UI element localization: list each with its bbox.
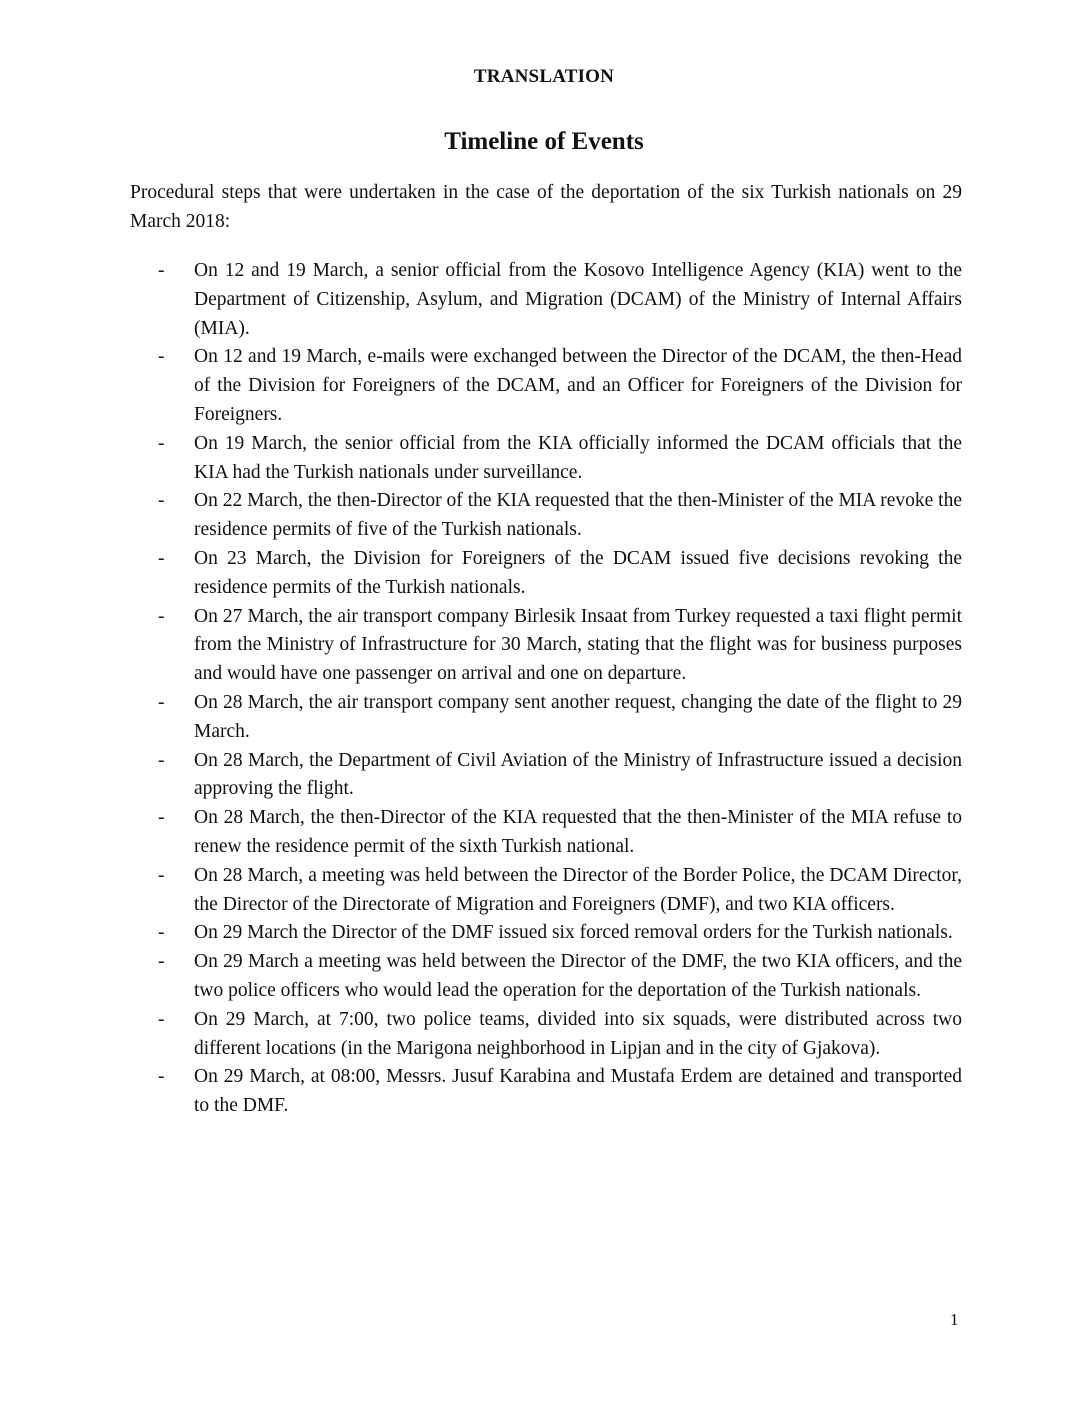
event-text: On 29 March, at 7:00, two police teams, divided into six squads, were distributed across two different locations (in the Marigona neighborhood in Lipjan and in the city of Gjakova). <box>194 1008 962 1059</box>
list-item <box>130 603 962 689</box>
event-text: On 19 March, the senior official from the KIA officially informed the DCAM officials that the KIA had the Turkish nationals under surveillance. <box>194 432 962 483</box>
intro-paragraph: Procedural steps that were undertaken in the case of the deportation of the six Turkish nationals on 29 March 2018: <box>130 182 962 232</box>
event-text: On 27 March, the air transport company Birlesik Insaat from Turkey requested a taxi flight permit from the Ministry of Infrastructure for 30 March, stating that the flight was for business purposes and would have one passenger on arrival and one on departure. <box>194 605 962 685</box>
bullet-dash: - <box>158 691 165 713</box>
bullet-dash: - <box>158 432 165 454</box>
translation-label: TRANSLATION <box>473 66 615 87</box>
event-text: On 12 and 19 March, e-mails were exchanged between the Director of the DCAM, the then-Head of the Division for Foreigners of the DCAM, and an Officer for Foreigners of the Division for Foreigners. <box>194 346 962 425</box>
event-text: On 29 March the Director of the DMF issued six forced removal orders for the Turkish nationals. <box>194 922 953 944</box>
event-text: On 12 and 19 March, a senior official from the Kosovo Intelligence Agency (KIA) went to the Department of Citizenship, Asylum, and Migration (DCAM) of the Ministry of Internal Affairs (MIA). <box>194 260 962 339</box>
list-item <box>130 257 962 343</box>
bullet-dash: - <box>158 749 165 771</box>
event-text: On 23 March, the Division for Foreigners of the DCAM issued five decisions revoking the residence permits of the Turkish nationals. <box>194 547 962 598</box>
list-item <box>130 487 962 545</box>
event-text: On 28 March, the then-Director of the KIA requested that the then-Minister of the MIA refuse to renew the residence permit of the sixth Turkish national. <box>194 807 962 857</box>
list-item <box>130 430 962 488</box>
bullet-dash: - <box>158 864 165 886</box>
list-item <box>130 804 962 862</box>
list-item <box>130 343 962 429</box>
event-text: On 28 March, the air transport company sent another request, changing the date of the flight to 29 March. <box>194 691 962 742</box>
page-number: 1 <box>950 1310 959 1329</box>
bullet-dash: - <box>158 1008 165 1030</box>
event-list <box>130 257 962 1121</box>
list-item <box>130 689 962 747</box>
list-item <box>130 1006 962 1064</box>
bullet-dash: - <box>158 1066 165 1088</box>
event-text: On 29 March, at 08:00, Messrs. Jusuf Karabina and Mustafa Erdem are detained and transported to the DMF. <box>194 1066 962 1117</box>
event-text: On 28 March, the Department of Civil Aviation of the Ministry of Infrastructure issued a decision approving the flight. <box>194 749 962 800</box>
document-title: Timeline of Events <box>444 128 644 155</box>
list-item <box>130 545 962 603</box>
bullet-dash: - <box>158 951 165 973</box>
event-text: On 22 March, the then-Director of the KIA requested that the then-Minister of the MIA revoke the residence permits of five of the Turkish nationals. <box>194 490 962 541</box>
bullet-dash: - <box>158 490 165 512</box>
bullet-dash: - <box>158 346 165 368</box>
event-text: On 28 March, a meeting was held between the Director of the Border Police, the DCAM Director, the Director of the Directorate of Migration and Foreigners (DMF), and two KIA officers. <box>194 864 962 915</box>
list-item <box>130 1063 962 1121</box>
bullet-dash: - <box>158 807 165 829</box>
list-item <box>130 948 962 1006</box>
list-item <box>130 747 962 805</box>
bullet-dash: - <box>158 922 165 944</box>
bullet-dash: - <box>158 260 165 281</box>
bullet-dash: - <box>158 547 165 569</box>
event-text: On 29 March a meeting was held between the Director of the DMF, the two KIA officers, and the two police officers who would lead the operation for the deportation of the Turkish nationals. <box>194 951 962 1001</box>
list-item <box>130 919 962 948</box>
list-item <box>130 862 962 920</box>
bullet-dash: - <box>158 605 165 627</box>
